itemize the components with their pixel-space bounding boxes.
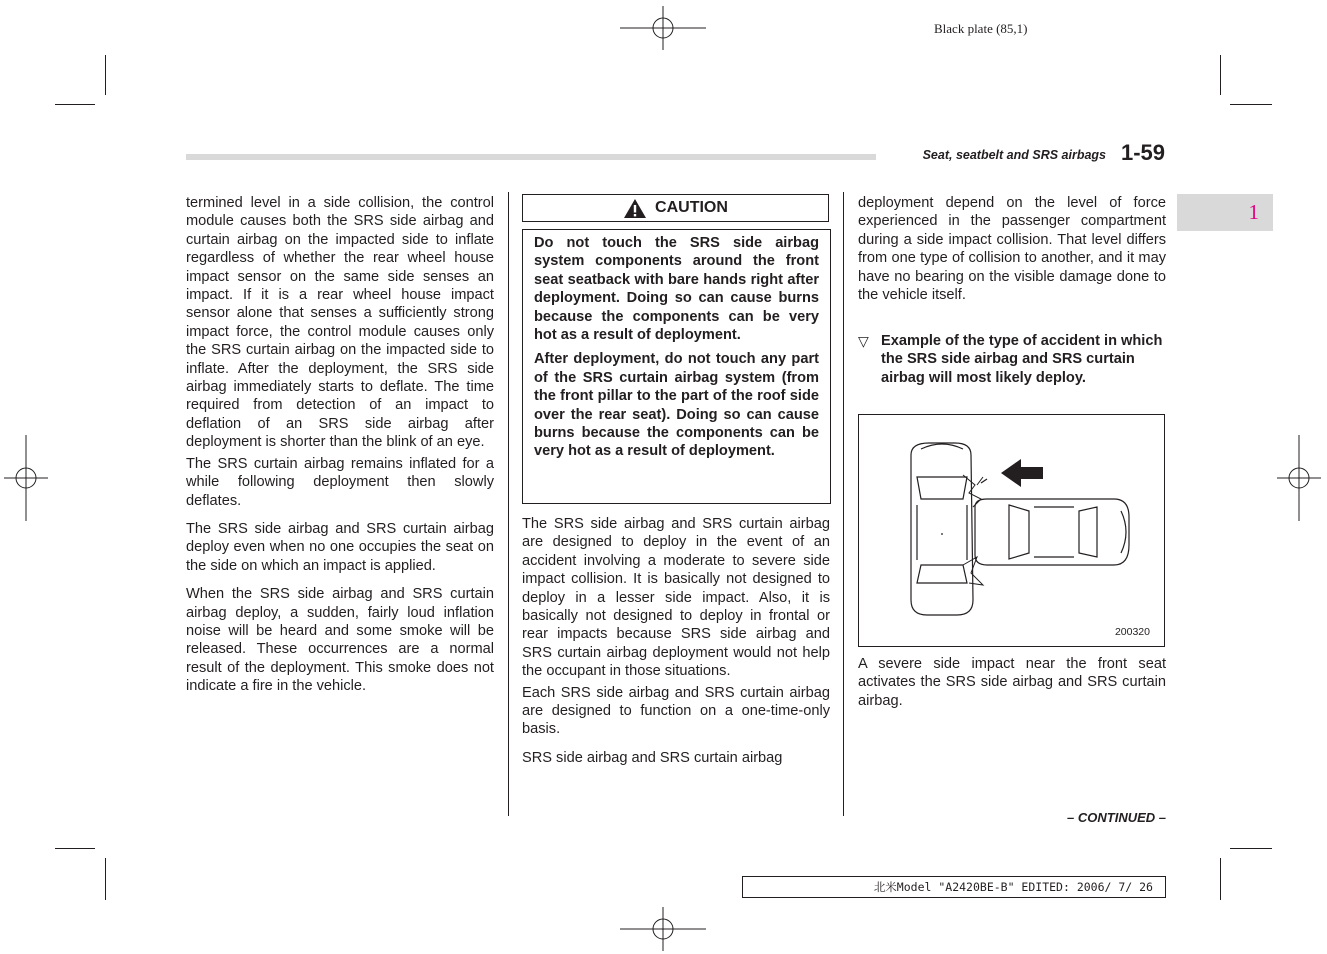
- example-bullet: [858, 332, 1166, 387]
- caution-paragraph: Do not touch the SRS side airbag system components around the front seat seatback with bare hands right after deployment. Doing so can cause burns because the components can be very hot as a result of deployment.: [534, 235, 819, 344]
- column-left: [186, 194, 494, 706]
- caution-paragraph: After deployment, do not touch any part of the SRS curtain airbag system (from the front pillar to the part of the roof side over the rear seat). Doing so can cause burns because the components can be very hot as a result of deployment.: [534, 351, 819, 460]
- caution-header: [522, 194, 829, 222]
- chapter-tab: [1177, 194, 1273, 231]
- caution-title: CAUTION: [655, 199, 728, 216]
- bullet-triangle-icon: ▽: [858, 333, 869, 349]
- figure-caption: [858, 655, 1166, 720]
- paragraph: When the SRS side airbag and SRS curtain airbag deploy, a sudden, fairly loud inflation noise will be heard and some smoke will be released. These occurrences are a normal result of the deployment. This smoke does not indicate a fire in the vehicle.: [186, 586, 494, 695]
- column-divider-left: [508, 192, 509, 816]
- side-collision-diagram-icon: [859, 415, 1164, 646]
- registration-mark-bottom-icon: [620, 907, 706, 951]
- registration-mark-top-icon: [620, 6, 706, 50]
- column-divider-right: [843, 192, 844, 816]
- plate-label: Black plate (85,1): [934, 21, 1028, 36]
- caution-body: [522, 229, 831, 504]
- section-title: Seat, seatbelt and SRS airbags: [922, 148, 1106, 162]
- bullet-text: Example of the type of accident in which the SRS side airbag and SRS curtain airbag will most likely deploy.: [881, 333, 1163, 386]
- paragraph: deployment depend on the level of force experienced in the passenger compartment during a side impact collision. That level differs from one type of collision to another, and it may have no bearing on the visible damage done to the vehicle itself.: [858, 195, 1166, 304]
- footer-edit-label: 北米Model "A2420BE-B" EDITED: 2006/ 7/ 26: [742, 876, 1166, 898]
- registration-mark-right-icon: [1277, 435, 1321, 521]
- paragraph: Each SRS side airbag and SRS curtain airbag are designed to function on a one-time-only basis.: [522, 684, 830, 738]
- continued-label: – CONTINUED –: [1067, 810, 1166, 825]
- figure-id: 200320: [1114, 626, 1150, 638]
- paragraph: The SRS curtain airbag remains inflated for a while following deployment then slowly deflates.: [186, 455, 494, 509]
- paragraph: SRS side airbag and SRS curtain airbag: [522, 749, 783, 766]
- chapter-tab-number: 1: [1248, 200, 1259, 224]
- column-middle: [522, 515, 830, 777]
- paragraph: termined level in a side collision, the control module causes both the SRS side airbag and curtain airbag on the impacted side to inflate regardless of whether the rear wheel house impact sensor on the same side senses an impact. If it is a rear wheel house impact sensor alone that senses a sufficiently strong impact force, the control module causes only the SRS curtain airbag on the impacted side to inflate. After the deployment, the SRS side airbag immediately starts to deflate. The time required from detection of an impact to deflation of an SRS side airbag after deployment is shorter than the blink of an eye.: [186, 195, 494, 451]
- paragraph: The SRS side airbag and SRS curtain airbag are designed to deploy in the event of an accident involving a moderate to severe side impact collision. It is basically not designed to deploy in a lesser side impact. Also, it is basically not designed to deploy in frontal or rear impacts because SRS side airbag and SRS curtain airbag deployment would not help the occupant in those situations.: [522, 516, 830, 680]
- registration-mark-left-icon: [4, 435, 48, 521]
- collision-illustration: [858, 414, 1165, 647]
- page-number: 1-59: [1121, 140, 1166, 165]
- paragraph: The SRS side airbag and SRS curtain airbag deploy even when no one occupies the seat on the side on which an impact is applied.: [186, 520, 494, 574]
- warning-triangle-icon: [623, 198, 647, 219]
- caption-text: A severe side impact near the front seat activates the SRS side airbag and SRS curtain airbag.: [858, 656, 1166, 709]
- header-bar: [186, 154, 876, 160]
- column-right-intro: [858, 194, 1166, 314]
